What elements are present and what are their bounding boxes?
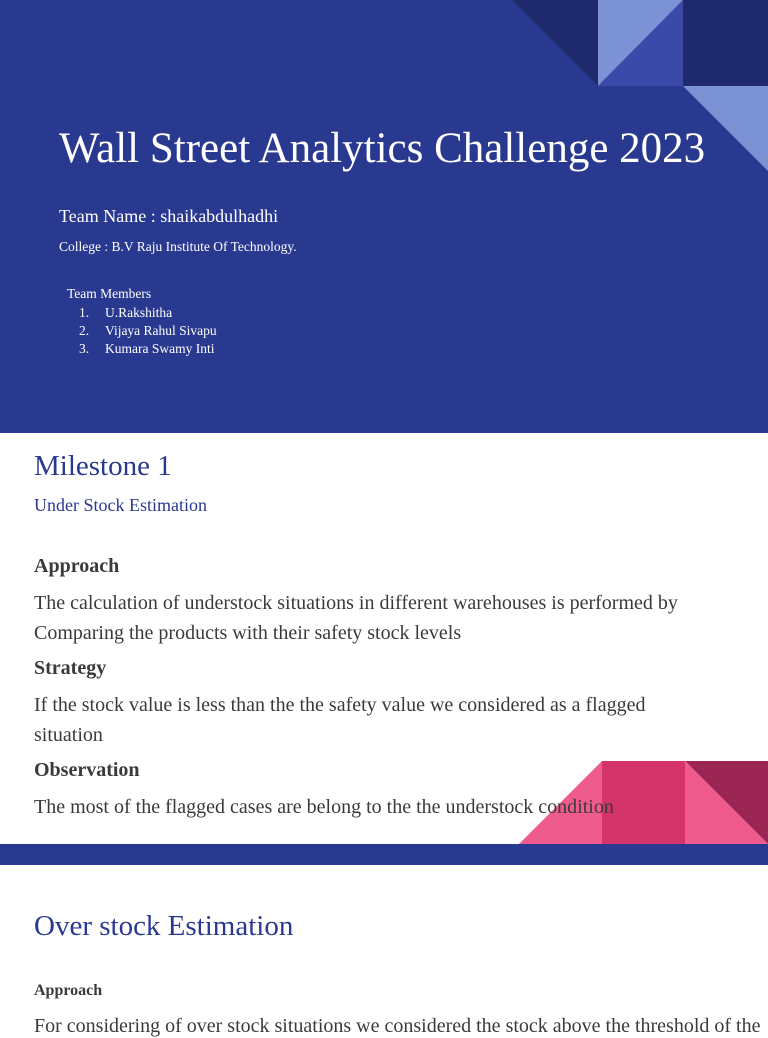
list-item: [79, 304, 217, 322]
slide-heading: Over stock Estimation: [34, 910, 294, 942]
observation-label: Observation: [34, 759, 140, 781]
slide-divider: [0, 844, 768, 865]
list-number: 3.: [79, 341, 90, 356]
approach-text: The calculation of understock situations in different warehouses is performed by Comparing the products with their safety stock levels: [34, 592, 678, 644]
approach-label: Approach: [34, 555, 120, 577]
approach-label: Approach: [34, 982, 103, 999]
presentation-title: Wall Street Analytics Challenge 2023: [59, 125, 706, 172]
overstock-slide: [0, 865, 768, 1037]
member-name: Kumara Swamy Inti: [105, 341, 215, 356]
observation-text: The most of the flagged cases are belong to the the understock condition: [34, 796, 614, 818]
approach-text-partial: For considering of over stock situations we considered the stock above the threshold of the: [34, 1015, 761, 1037]
team-members-heading: Team Members: [67, 286, 152, 301]
list-number: 1.: [79, 305, 90, 320]
deco-triangle-dark: [512, 0, 598, 86]
milestone-slide: [0, 433, 768, 844]
college-name: College : B.V Raju Institute Of Technology.: [59, 239, 297, 254]
slide-subheading: Under Stock Estimation: [34, 495, 207, 515]
strategy-label: Strategy: [34, 657, 107, 679]
list-item: [79, 340, 217, 358]
title-slide: [0, 0, 768, 433]
strategy-text: If the stock value is less than the the safety value we considered as a flagged situation: [34, 694, 646, 746]
list-item: [79, 322, 217, 340]
member-name: Vijaya Rahul Sivapu: [105, 323, 217, 338]
slide-heading: Milestone 1: [34, 450, 172, 482]
deco-square-dark: [683, 0, 768, 86]
team-name: Team Name : shaikabdulhadhi: [59, 206, 279, 226]
member-name: U.Rakshitha: [105, 305, 173, 320]
team-members-list: [79, 304, 217, 358]
list-number: 2.: [79, 323, 90, 338]
